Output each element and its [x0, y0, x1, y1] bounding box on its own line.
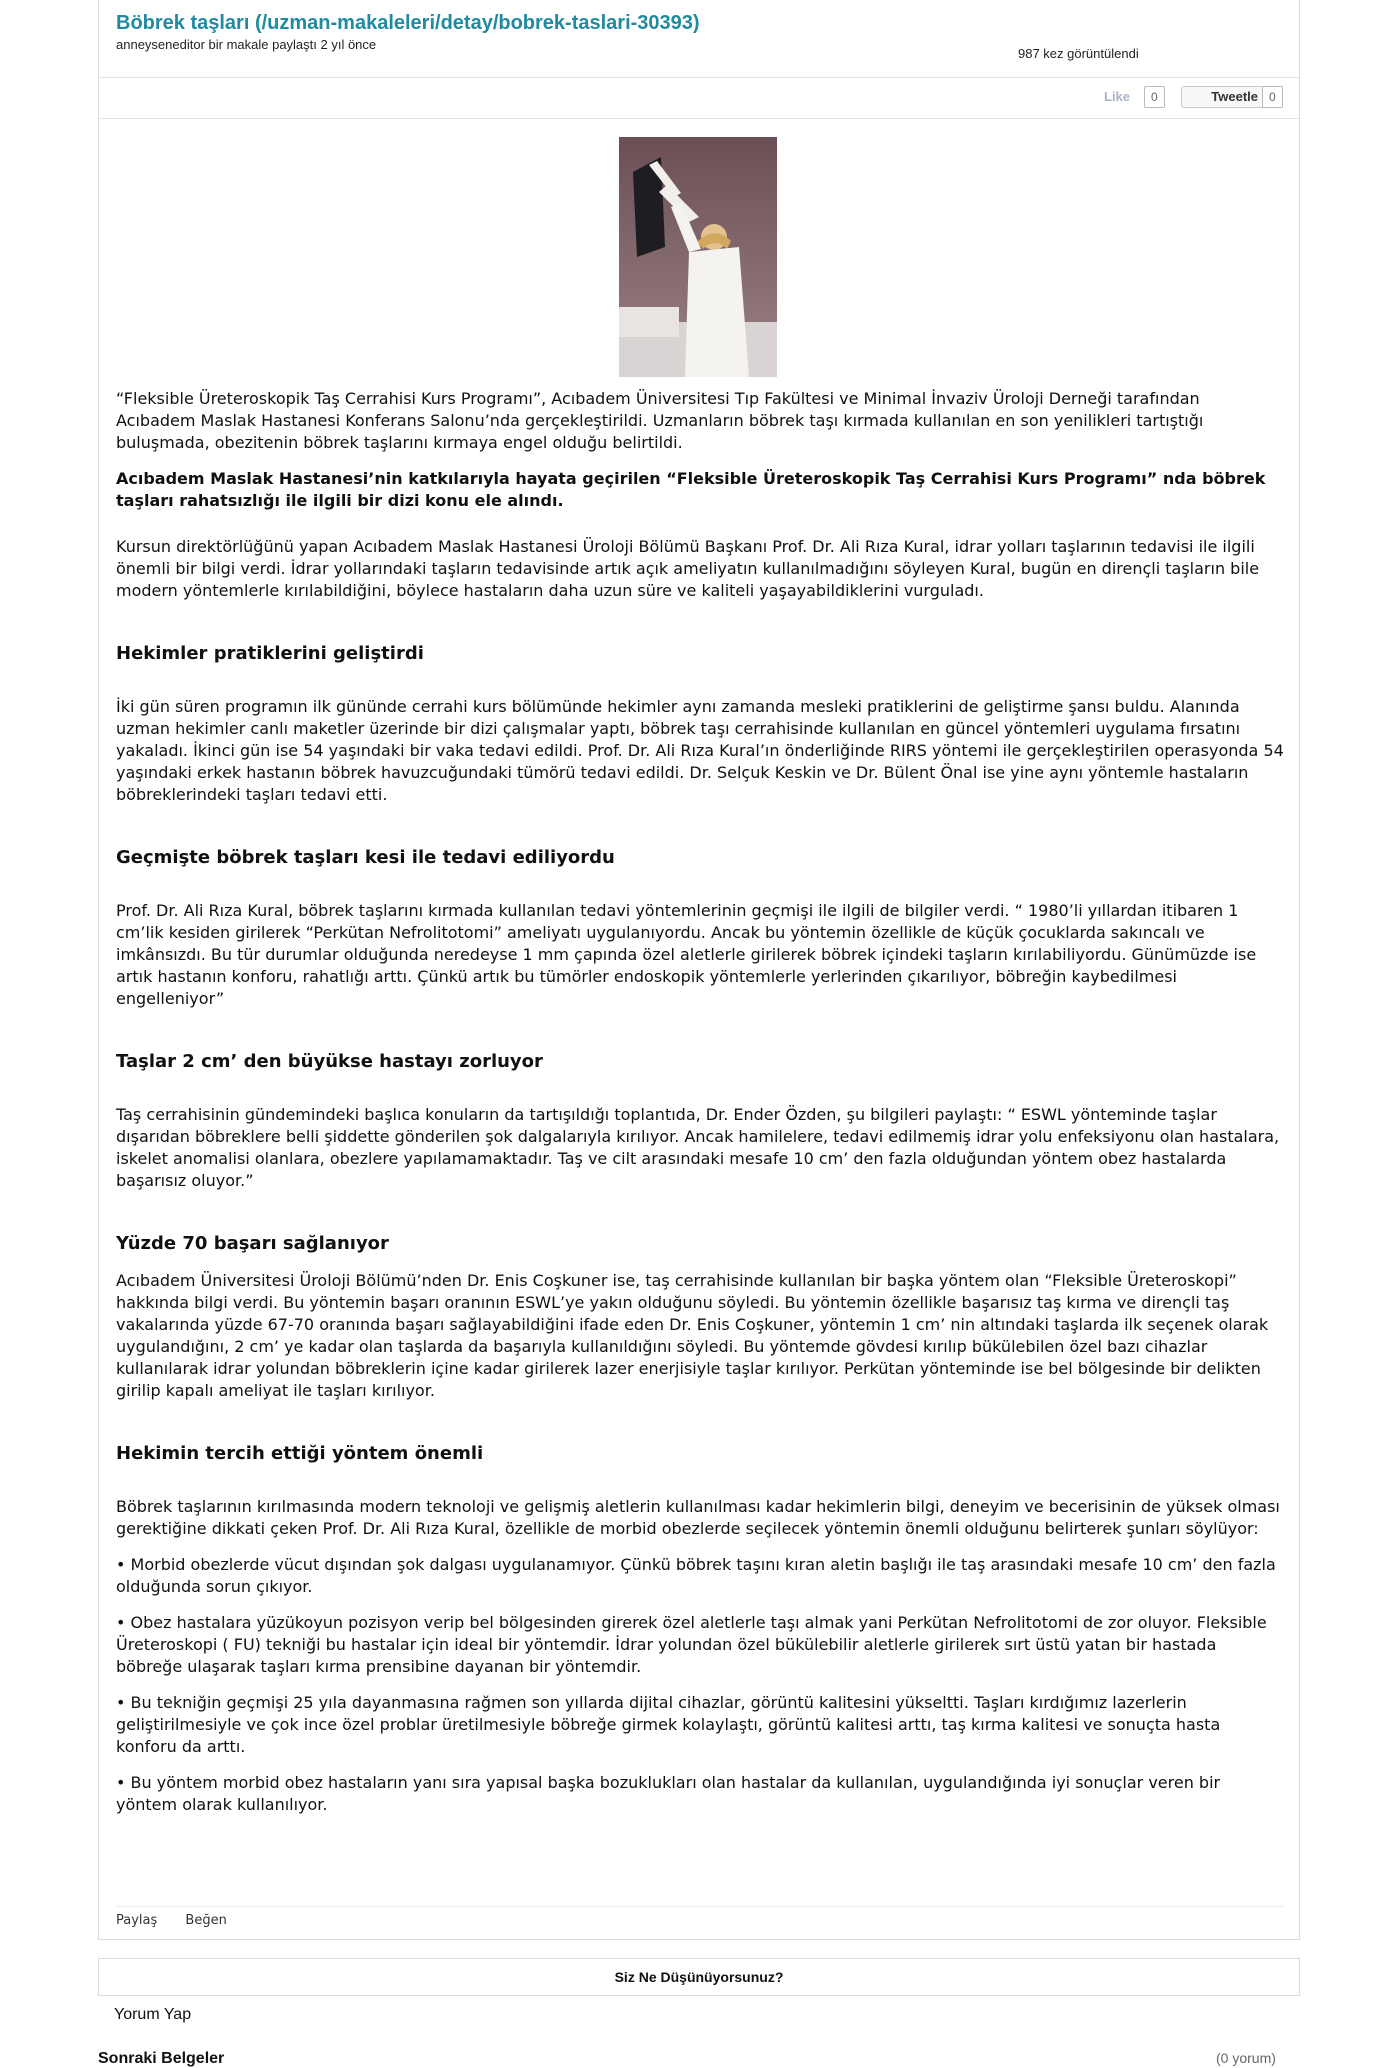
like-button[interactable]: Like — [1104, 89, 1131, 104]
bullet-item: • Obez hastalara yüzükoyun pozisyon verip bel bölgesinden girerek özel aletlerle taşı almak yani Perkütan Nefrolitotomi de zor oluyor. Fleksible Üreteroskopi ( FU) tekniği bu hastalar için ideal bir yöntemdir. İdrar yolundan özel bükülebilir aletlerle girilerek sırt üstü yatan bir hastada böbreğe ulaşarak taşları kırma prensibine dayanan bir yöntemdir. — [116, 1613, 1267, 1676]
comments-heading: Siz Ne Düşünüyorsunuz? — [98, 1958, 1300, 1996]
like-link[interactable]: Beğen — [185, 1913, 227, 1928]
section-heading: Geçmişte böbrek taşları kesi ile tedavi ediliyordu — [116, 847, 615, 868]
paragraph: Kursun direktörlüğünü yapan Acıbadem Maslak Hastanesi Üroloji Bölümü Başkanı Prof. Dr. Ali Rıza Kural, idrar yolları taşlarının tedavisi ile ilgili önemli bir bilgi verdi. İdrar yollarındaki taşların tedavisinde artık açık ameliyatın kullanılmadığını söyleyen Kural, bugün en dirençli taşların bile modern yöntemlerle kırılabildiğini, böylece hastaların daha uzun süre ve kaliteli yaşayabildiklerini vurguladı. — [116, 537, 1260, 600]
section-heading: Hekimin tercih ettiği yöntem önemli — [116, 1443, 484, 1464]
social-bar — [99, 78, 1299, 119]
view-count: 987 kez görüntülendi — [1018, 46, 1139, 61]
section-heading: Hekimler pratiklerini geliştirdi — [116, 643, 424, 664]
article-actions — [116, 1906, 1284, 1928]
article-title-link[interactable]: Böbrek taşları (/uzman-makaleleri/detay/bobrek-taslari-30393) — [116, 12, 700, 34]
paragraph: Prof. Dr. Ali Rıza Kural, böbrek taşlarını kırmada kullanılan tedavi yöntemlerinin geçmişi ile ilgili de bilgiler verdi. “ 1980’li yıllardan itibaren 1 cm’lik kesiden girilerek “Perkütan Nefrolitotomi” ameliyatı uygulanıyordu. Ancak bu yöntemin özellikle de küçük çocuklarda sakıncalı ve imkânsızdı. Bu tür durumlar olduğunda neredeyse 1 mm çapında özel aletlerle girilerek böbrek içindeki taşların kırılabiliyordu. Günümüzde ise artık hastanın konforu, rahatlığı arttı. Çünkü artık bu tümörler endoskopik yöntemlerle yerlerinden çıkarılıyor, böbreğin kaybedilmesi engelleniyor” — [116, 901, 1257, 1008]
comment-count: (0 yorum) — [1216, 2050, 1276, 2066]
section-heading: Taşlar 2 cm’ den büyükse hastayı zorluyor — [116, 1051, 543, 1072]
paragraph: Böbrek taşlarının kırılmasında modern teknoloji ve gelişmiş aletlerin kullanılması kadar hekimlerin bilgi, deneyim ve becerisinin de yüksek olması gerektiğine dikkati çeken Prof. Dr. Ali Rıza Kural, özellikle de morbid obezlerde seçilecek yöntemin önemli olduğunu belirterek şunları söylüyor: — [116, 1497, 1280, 1538]
like-count: 0 — [1144, 86, 1165, 108]
paragraph: “Fleksible Üreteroskopik Taş Cerrahisi Kurs Programı”, Acıbadem Üniversitesi Tıp Fakültesi ve Minimal İnvaziv Üroloji Derneği tarafından Acıbadem Maslak Hastanesi Konferans Salonu’nda gerçekleştirildi. Uzmanların böbrek taşı kırmada kullanılan en son yenilikleri tartıştığı buluşmada, obezitenin böbrek taşlarını kırmaya engel olduğu belirtildi. — [116, 389, 1204, 452]
article-photo — [619, 137, 777, 377]
article-card — [98, 0, 1300, 1940]
paragraph: İki gün süren programın ilk gününde cerrahi kurs bölümünde hekimler aynı zamanda mesleki pratiklerini de geliştirme şansı buldu. Alanında uzman hekimler canlı maketler üzerinde bir dizi çalışmalar yaptı, böbrek taşı cerrahisinde kullanılan en güncel yöntemleri uygulama fırsatını yakaladı. İkinci gün ise 54 yaşındaki bir vaka tedavi edildi. Prof. Dr. Ali Rıza Kural’ın önderliğinde RIRS yöntemi ile gerçekleştirilen operasyonda 54 yaşındaki erkek hastanın böbrek havuzcuğundaki tümörü tedavi edildi. Dr. Selçuk Keskin ve Dr. Bülent Önal ise yine aynı yöntemle hastaların böbreklerindeki taşları tedavi etti. — [116, 697, 1284, 804]
bullet-item: • Morbid obezlerde vücut dışından şok dalgası uygulanamıyor. Çünkü böbrek taşını kıran aletin başlığı ile taş arasındaki mesafe 10 cm’ den fazla olduğunda sorun çıkıyor. — [116, 1555, 1276, 1596]
paragraph: Taş cerrahisinin gündemindeki başlıca konuların da tartışıldığı toplantıda, Dr. Ender Özden, şu bilgileri paylaştı: “ ESWL yönteminde taşlar dışarıdan böbreklere belli şiddette gönderilen şok dalgalarıyla kırılıyor. Ancak hamilelere, tedavi edilmemiş idrar yolu enfeksiyonu olan hastalara, iskelet anomalisi olanlara, obezlere yapılamamaktadır. Taş ve cilt arasındaki mesafe 10 cm’ den fazla olduğundan yöntem obez hastalarda başarısız oluyor.” — [116, 1105, 1280, 1190]
next-docs-heading: Sonraki Belgeler — [98, 2050, 225, 2067]
share-link[interactable]: Paylaş — [116, 1913, 158, 1928]
tweet-button[interactable]: Tweetle — [1181, 86, 1265, 108]
article-byline: anneyseneditor bir makale paylaştı 2 yıl önce — [116, 37, 377, 52]
article-header — [99, 0, 1299, 78]
paragraph: Acıbadem Üniversitesi Üroloji Bölümü’nden Dr. Enis Coşkuner ise, taş cerrahisinde kullanılan bir başka yöntem olan “Fleksible Üreteroskopi” hakkında bilgi verdi. Bu yöntemin başarı oranının ESWL’ye yakın olduğunu söyledi. Bu yöntemin özellikle başarısız taş kırma ve dirençli taş vakalarında yüzde 67-70 oranında başarı sağlayabildiğini ifade eden Dr. Enis Coşkuner, yöntemin 1 cm’ nin altındaki taşlarda ilk seçenek olarak uygulandığını, 2 cm’ ye kadar olan taşlarda da başarıyla kullanıldığını söyledi. Bu yöntemde gövdesi kırılıp bükülebilen özel bazı cihazlar kullanılarak idrar yolundan böbreklerin içine kadar girilerek lazer enerjisiyle taşlar kırılıyor. Perkütan yönteminde ise bel bölgesinde bir delikten girilip kapalı ameliyat ile taşları kırılıyor. — [116, 1271, 1269, 1400]
comment-link[interactable]: Yorum Yap — [114, 2006, 192, 2023]
article-body — [116, 388, 1284, 1830]
tweet-count: 0 — [1262, 86, 1283, 108]
bullet-item: • Bu yöntem morbid obez hastaların yanı sıra yapısal başka bozuklukları olan hastalar da kullanılan, uygulandığında iyi sonuçlar veren bir yöntem olarak kullanılıyor. — [116, 1773, 1221, 1814]
section-heading: Yüzde 70 başarı sağlanıyor — [116, 1233, 389, 1254]
bullet-item: • Bu tekniğin geçmişi 25 yıla dayanmasına rağmen son yıllarda dijital cihazlar, görüntü kalitesini yükseltti. Taşları kırdığımız lazerlerin geliştirilmesiyle ve çok ince özel problar üretilmesiyle böbreğe girmek kolaylaştı, görüntü kalitesi arttı, taş kırma kalitesi ve sonuçta hasta konforu da arttı. — [116, 1693, 1221, 1756]
paragraph-bold: Acıbadem Maslak Hastanesi’nin katkılarıyla hayata geçirilen “Fleksible Üreteroskopik Taş Cerrahisi Kurs Programı” nda böbrek taşları rahatsızlığı ile ilgili bir dizi konu ele alındı. — [116, 469, 1266, 510]
